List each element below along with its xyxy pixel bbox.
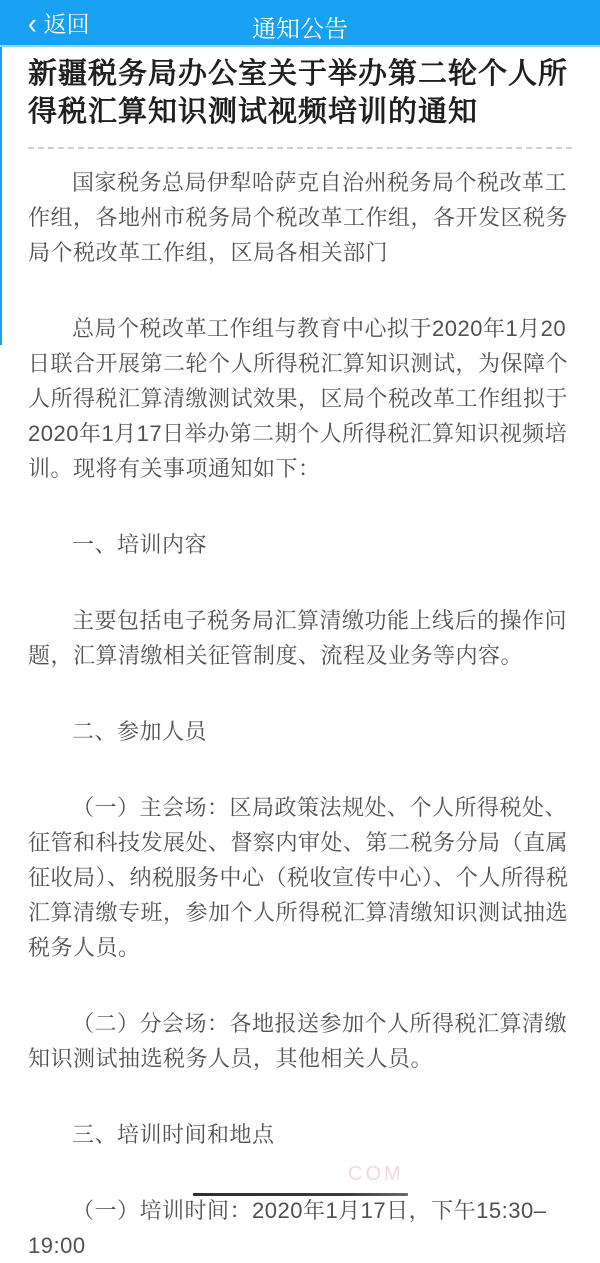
section-heading-2: 二、参加人员 <box>72 719 208 744</box>
paragraph-training-content: 主要包括电子税务局汇算清缴功能上线后的操作问题，汇算清缴相关征管制度、流程及业务等内容。 <box>28 608 568 668</box>
dashed-divider <box>28 147 572 149</box>
section-heading-3: 三、培训时间和地点 <box>72 1122 275 1147</box>
notice-content <box>0 55 600 1263</box>
paragraph-branch-venue: （二）分会场：各地报送参加个人所得税汇算清缴知识测试抽选税务人员，其他相关人员。 <box>28 1011 568 1071</box>
nav-bar <box>0 0 600 47</box>
back-chevron-icon: ‹ <box>28 5 37 40</box>
notice-title: 新疆税务局办公室关于举办第二轮个人所得税汇算知识测试视频培训的通知 <box>28 58 569 128</box>
back-button[interactable] <box>28 6 90 39</box>
paragraph-main-venue: （一）主会场：区局政策法规处、个人所得税处、征管和科技发展处、督察内审处、第二税务分局（直属征收局）、纳税服务中心（税收宣传中心）、个人所得税汇算清缴专班，参加个人所得税汇算清缴知识测试抽选税务人员。 <box>28 795 569 960</box>
back-button-label: 返回 <box>43 11 90 37</box>
bottom-cutoff-bar <box>193 1193 408 1196</box>
section-heading-1: 一、培训内容 <box>72 532 208 557</box>
paragraph-recipients: 国家税务总局伊犁哈萨克自治州税务局个税改革工作组，各地州市税务局个税改革工作组，各开发区税务局个税改革工作组，区局各相关部门 <box>28 170 569 265</box>
paragraph-training-time: （一）培训时间：2020年1月17日，下午15:30–19:00 <box>28 1198 547 1258</box>
watermark: COM <box>348 1163 404 1185</box>
paragraph-intro: 总局个税改革工作组与教育中心拟于2020年1月20日联合开展第二轮个人所得税汇算知识测试，为保障个人所得税汇算清缴测试效果，区局个税改革工作组拟于2020年1月17日举办第二期个人所得税汇算知识视频培训。现将有关事项通知如下： <box>28 316 569 481</box>
page-title: 通知公告 <box>252 16 348 43</box>
